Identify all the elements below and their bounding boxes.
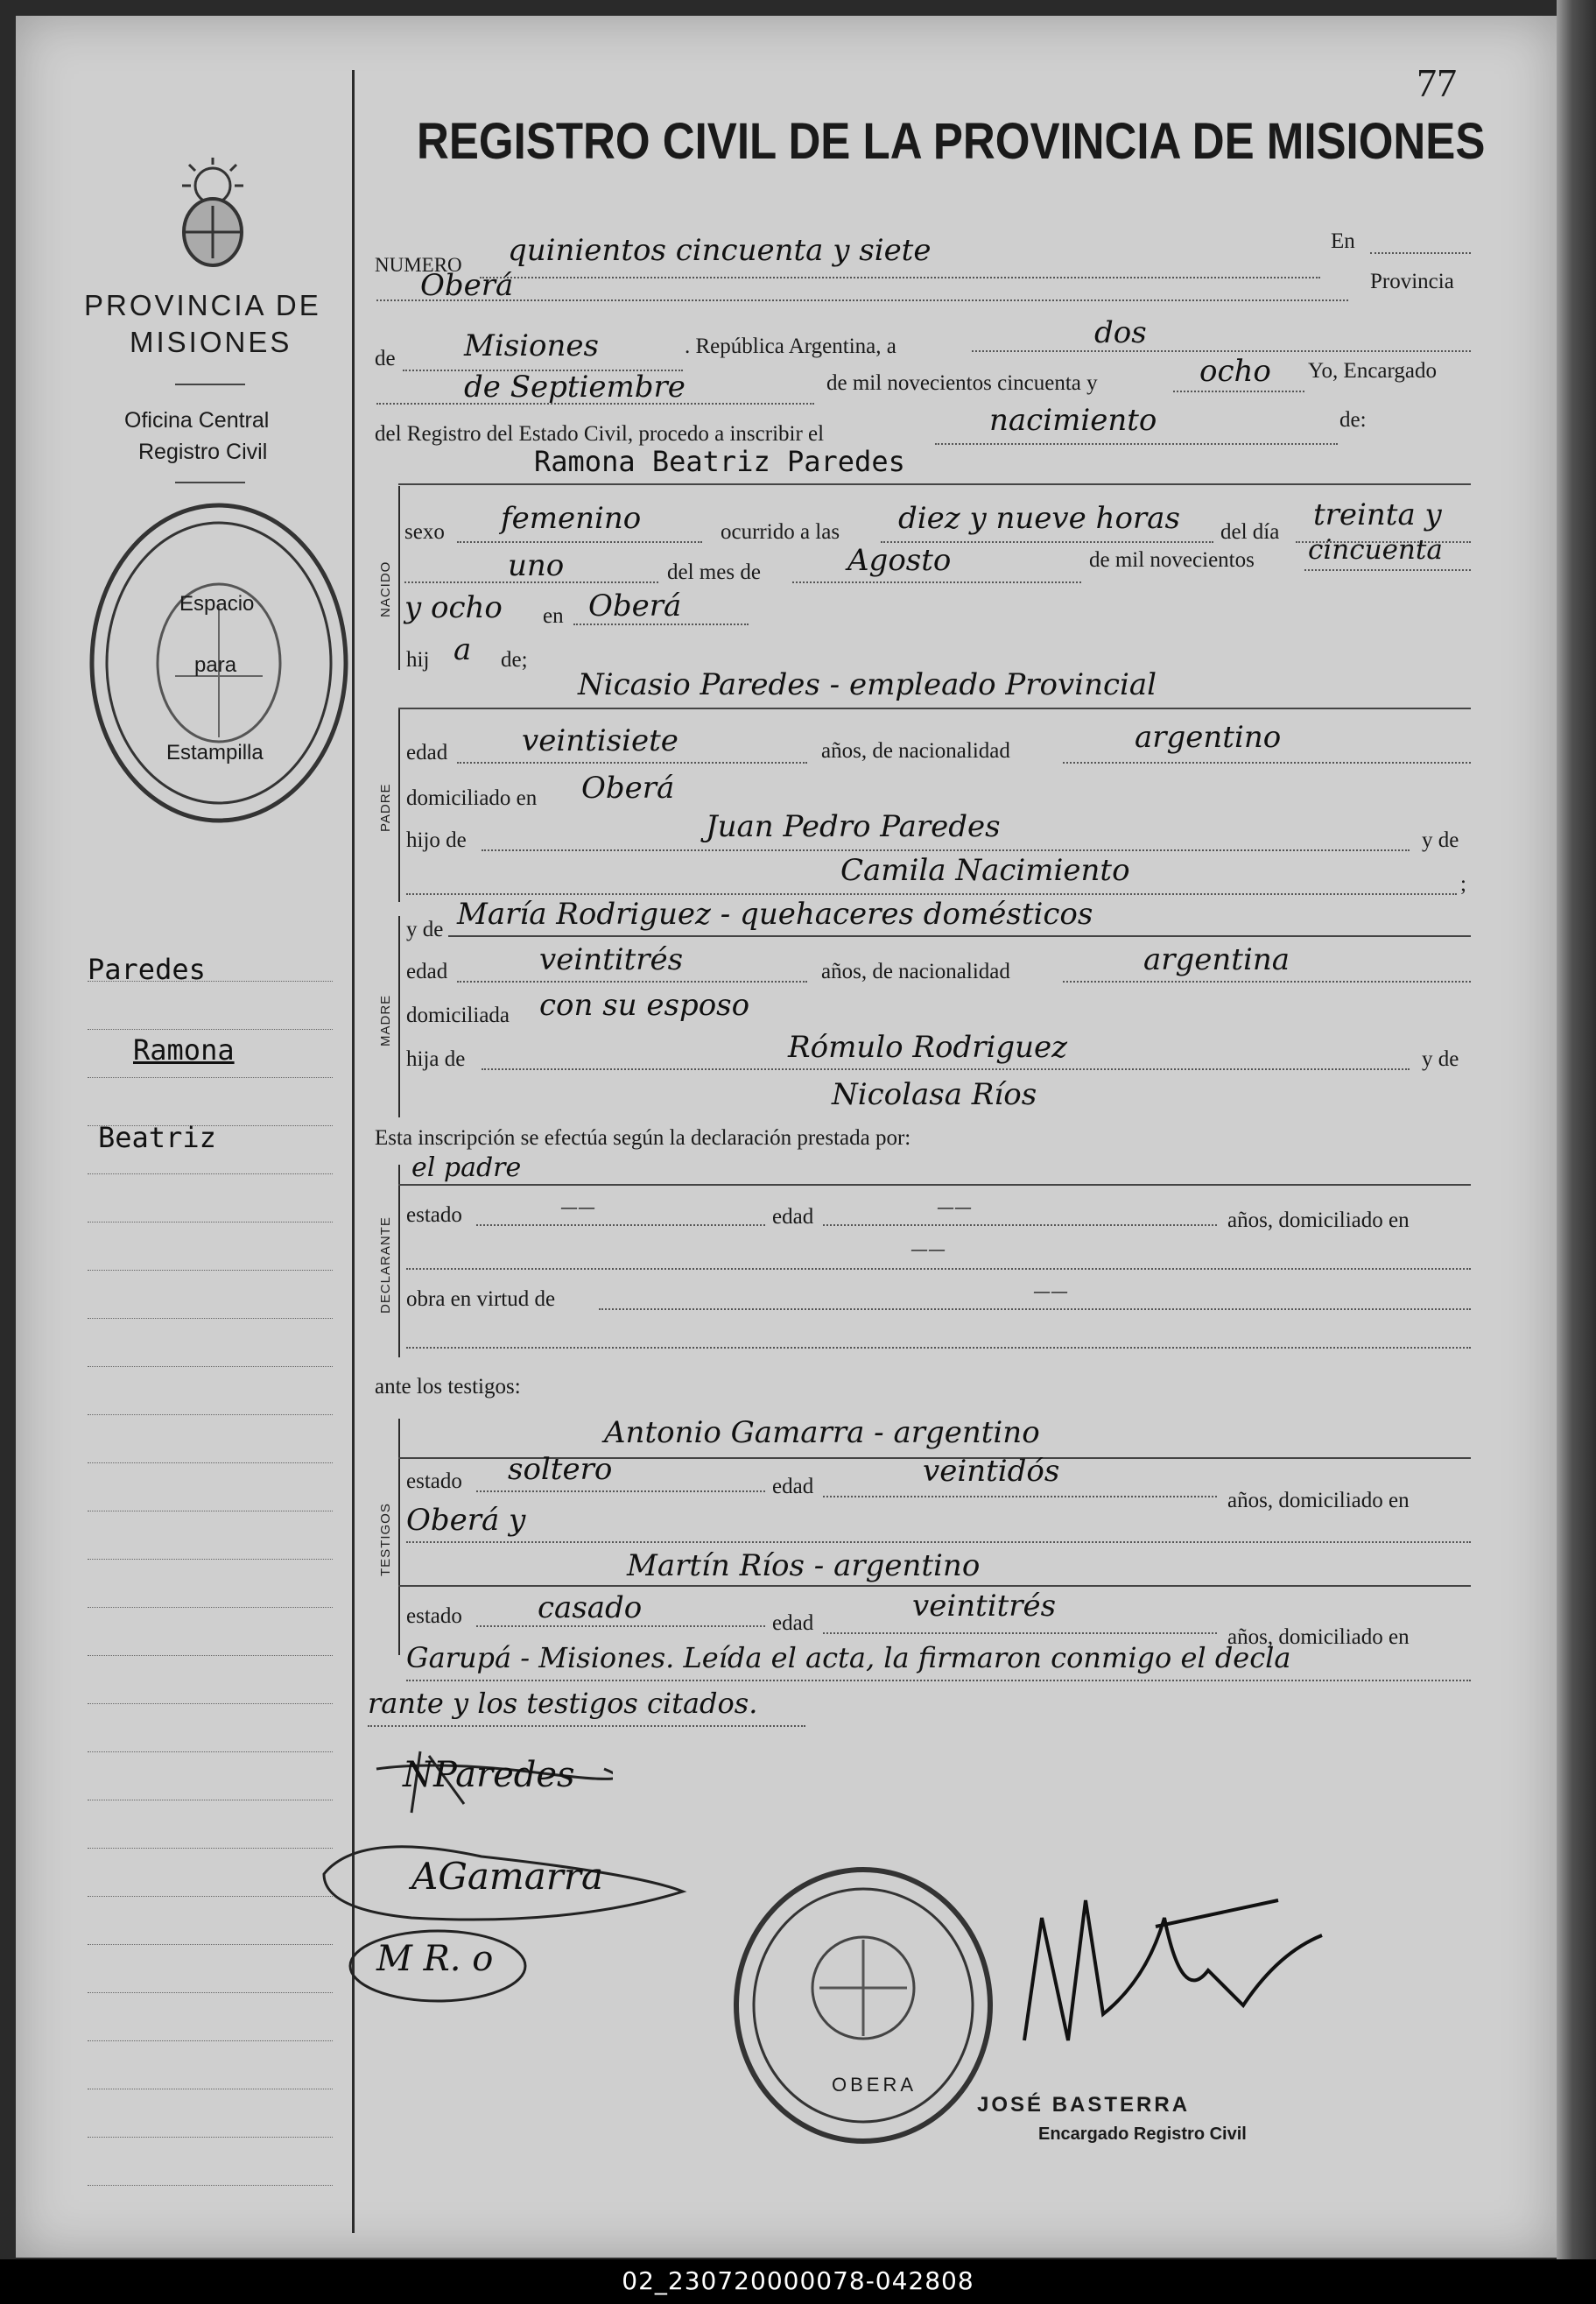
fill-line	[573, 624, 749, 625]
label-y-de-padre: y de	[1422, 828, 1459, 852]
value-anio-registro: ocho	[1199, 354, 1271, 389]
stamp-space-line3: Estampilla	[166, 741, 264, 764]
fill-line	[1063, 981, 1471, 983]
label-domiciliada: domiciliada	[406, 1004, 510, 1027]
label-sexo: sexo	[404, 520, 445, 544]
value-decl-dom: ——	[910, 1238, 946, 1259]
label-hija-de: hija de	[406, 1047, 466, 1071]
value-testigo1-dom: Oberá y	[406, 1503, 526, 1538]
fill-line	[823, 1224, 1217, 1226]
label-edad-padre: edad	[406, 741, 448, 764]
signature-2: AGamarra	[411, 1855, 603, 1898]
value-padre-dom: Oberá	[581, 771, 675, 806]
margin-rule	[88, 1366, 333, 1367]
section-bracket	[398, 1165, 400, 1357]
margin-rule	[88, 1462, 333, 1463]
section-bracket	[398, 916, 400, 1117]
value-en: Oberá	[420, 268, 514, 303]
fill-line	[480, 277, 1320, 278]
page-title: REGISTRO CIVIL DE LA PROVINCIA DE MISIONES	[417, 113, 1486, 170]
value-dia-registro: dos	[1094, 315, 1147, 350]
margin-rule	[88, 1559, 333, 1560]
fill-line	[476, 1224, 765, 1226]
value-sexo: femenino	[501, 501, 642, 536]
fill-line	[972, 350, 1471, 352]
label-estado-decl: estado	[406, 1203, 462, 1227]
fill-line	[368, 1725, 805, 1727]
label-anios-nac-padre: años, de nacionalidad	[821, 739, 1010, 763]
fill-line	[823, 1632, 1217, 1634]
value-madre-edad: veintitrés	[539, 942, 684, 977]
margin-name1: Ramona	[133, 1033, 235, 1067]
margin-surname: Paredes	[88, 953, 206, 986]
value-hij-suffix: a	[453, 632, 472, 667]
label-hijo-de: hijo de	[406, 828, 467, 852]
fill-line	[482, 1068, 1410, 1070]
fill-line	[406, 893, 1457, 895]
section-bracket	[398, 709, 400, 902]
value-decl-edad: ——	[937, 1196, 972, 1217]
margin-rule	[88, 1607, 333, 1608]
margin-rule	[88, 2137, 333, 2138]
page-number: 77	[1417, 60, 1457, 105]
label-de: de	[375, 347, 396, 370]
value-dia-nac-1: treinta y	[1313, 497, 1442, 532]
section-madre: MADRE	[378, 994, 393, 1046]
label-obra: obra en virtud de	[406, 1287, 556, 1311]
label-del-mes: del mes de	[667, 560, 761, 584]
margin-rule	[88, 1992, 333, 1993]
label-y-de-madre: y de	[406, 918, 444, 941]
value-madre-nac: argentina	[1143, 942, 1290, 977]
value-testigo1-edad: veintidós	[923, 1454, 1060, 1489]
fill-line	[823, 1496, 1217, 1497]
value-closing: rante y los testigos citados.	[368, 1687, 758, 1720]
label-estado-t1: estado	[406, 1469, 462, 1493]
value-padre-nac: argentino	[1135, 720, 1282, 755]
province-line2: MISIONES	[130, 326, 292, 358]
margin-rule	[88, 1270, 333, 1271]
margin-rule	[88, 2185, 333, 2186]
margin-name2: Beatriz	[98, 1121, 216, 1154]
name-line	[448, 935, 1471, 937]
signature-3: M R. o	[376, 1939, 494, 1979]
section-padre: PADRE	[378, 783, 393, 832]
fill-line	[1304, 569, 1471, 571]
margin-rule	[88, 1655, 333, 1656]
margin-rule	[88, 2040, 333, 2041]
section-testigos: TESTIGOS	[378, 1503, 393, 1576]
margin-rule	[88, 1944, 333, 1945]
value-mes-registro: de Septiembre	[464, 370, 686, 405]
fill-line	[406, 1680, 1471, 1681]
margin-rule	[88, 1414, 333, 1415]
officer-title: Encargado Registro Civil	[1038, 2124, 1247, 2144]
label-edad-madre: edad	[406, 960, 448, 983]
value-testigo2: Martín Ríos - argentino	[627, 1548, 981, 1583]
value-acto: nacimiento	[989, 403, 1157, 438]
label-edad-t1: edad	[772, 1475, 814, 1498]
value-madre-padre: Rómulo Rodriguez	[788, 1030, 1068, 1065]
value-anio-nac-1: cincuenta	[1308, 534, 1443, 566]
office-line2: Registro Civil	[138, 440, 268, 464]
label-edad-t2: edad	[772, 1611, 814, 1635]
value-declarante: el padre	[411, 1152, 522, 1183]
value-anio-nac-2: y ocho	[404, 590, 503, 625]
stamp-space-line2: para	[194, 653, 237, 677]
section-bracket	[398, 486, 400, 670]
fill-line	[1370, 252, 1471, 254]
value-provincia: Misiones	[464, 328, 599, 363]
margin-rule	[88, 1173, 333, 1174]
margin-rule	[88, 1077, 333, 1078]
label-del-registro: del Registro del Estado Civil, procedo a inscribir el	[375, 422, 825, 446]
fill-line	[457, 762, 807, 764]
value-padre-padre: Juan Pedro Paredes	[706, 809, 1001, 844]
fill-line	[1063, 762, 1471, 764]
seal-center-text: OBERA	[832, 2074, 918, 2096]
stamp-space-line1: Espacio	[179, 592, 255, 616]
name-line	[398, 1184, 1471, 1186]
value-dia-nac-2: uno	[508, 548, 565, 583]
section-declarante: DECLARANTE	[378, 1216, 393, 1314]
label-en: En	[1331, 229, 1355, 253]
fill-line	[476, 1490, 765, 1492]
value-madre-dom: con su esposo	[539, 988, 750, 1023]
fill-line	[792, 581, 1081, 583]
label-en-lower: en	[543, 604, 564, 628]
fill-line	[457, 981, 807, 983]
margin-rule	[88, 1751, 333, 1752]
value-numero: quinientos cincuenta y siete	[508, 233, 932, 268]
value-padre: Nicasio Paredes - empleado Provincial	[578, 667, 1157, 702]
name-line	[398, 483, 1471, 485]
label-republica: . República Argentina, a	[685, 335, 896, 358]
label-del-dia: del día	[1220, 520, 1280, 544]
label-y-de-madre2: y de	[1422, 1047, 1459, 1071]
value-mes-nac: Agosto	[847, 543, 952, 578]
officer-signature-scribble	[1016, 1865, 1331, 2067]
margin-rule	[88, 1896, 333, 1897]
label-provincia: Provincia	[1370, 270, 1454, 293]
label-numero: NUMERO	[375, 254, 462, 276]
label-domiciliado-padre: domiciliado en	[406, 786, 538, 810]
name-line	[398, 1585, 1471, 1587]
label-ocurrido: ocurrido a las	[721, 520, 840, 544]
label-yo-encargado: Yo, Encargado	[1308, 359, 1437, 383]
value-hora: diez y nueve horas	[898, 501, 1180, 536]
fill-line	[599, 1308, 1471, 1310]
fill-line	[457, 541, 702, 543]
value-testigo1: Antonio Gamarra - argentino	[604, 1415, 1040, 1450]
fill-line	[376, 299, 1348, 301]
value-testigo2-edad: veintitrés	[912, 1589, 1057, 1624]
margin-rule	[88, 1029, 333, 1030]
margin-rule	[88, 1318, 333, 1319]
divider	[175, 482, 245, 483]
officer-name: JOSÉ BASTERRA	[977, 2093, 1191, 2117]
value-decl-obra: ——	[1033, 1280, 1068, 1301]
value-testigo2-dom: Garupá - Misiones. Leída el acta, la firmaron conmigo el decla	[406, 1641, 1291, 1674]
footer-id: 02_230720000078-042808	[622, 2266, 974, 2295]
fill-line	[406, 1268, 1471, 1270]
fill-line	[935, 443, 1338, 445]
section-nacido: NACIDO	[378, 560, 393, 617]
label-de-semi: de;	[501, 648, 528, 672]
value-madre: María Rodriguez - quehaceres domésticos	[457, 897, 1093, 932]
registry-seal-right	[732, 1865, 995, 2145]
fill-line	[406, 1541, 1471, 1543]
value-nombre: Ramona Beatriz Paredes	[534, 445, 905, 478]
margin-rule	[88, 1703, 333, 1704]
label-declaracion: Esta inscripción se efectúa según la declaración prestada por:	[375, 1126, 911, 1150]
label-anios-dom-decl: años, domiciliado en	[1227, 1208, 1410, 1232]
signature-1: NParedes	[403, 1755, 575, 1795]
value-padre-edad: veintisiete	[522, 723, 678, 758]
label-hij: hij	[406, 648, 430, 672]
divider	[175, 384, 245, 385]
semicolon: ;	[1460, 872, 1466, 896]
book-spine	[1557, 0, 1596, 2304]
label-de-mil-nov: de mil novecientos	[1089, 548, 1255, 572]
value-lugar-nac: Oberá	[588, 588, 682, 624]
label-estado-t2: estado	[406, 1604, 462, 1628]
label-anios-dom-t2: años, domiciliado en	[1227, 1625, 1410, 1649]
label-de-colon: de:	[1339, 408, 1367, 432]
label-anios-nac-madre: años, de nacionalidad	[821, 960, 1010, 983]
fill-line	[482, 849, 1410, 851]
value-madre-madre: Nicolasa Ríos	[832, 1077, 1037, 1112]
name-line	[398, 708, 1471, 709]
section-bracket	[398, 1419, 400, 1655]
margin-rule	[88, 1848, 333, 1849]
value-padre-madre: Camila Nacimiento	[840, 853, 1130, 888]
fill-line	[1173, 391, 1304, 392]
label-ante: ante los testigos:	[375, 1375, 521, 1399]
value-testigo1-estado: soltero	[508, 1452, 613, 1487]
label-anios-dom-t1: años, domiciliado en	[1227, 1489, 1410, 1512]
province-line1: PROVINCIA DE	[84, 289, 321, 321]
label-edad-decl: edad	[772, 1205, 814, 1229]
value-testigo2-estado: casado	[538, 1590, 643, 1625]
value-decl-estado: ——	[560, 1196, 595, 1217]
label-de-mil: de mil novecientos cincuenta y	[826, 371, 1098, 395]
coat-of-arms-icon	[173, 158, 252, 271]
fill-line	[476, 1625, 765, 1627]
office-line1: Oficina Central	[124, 408, 270, 433]
fill-line	[406, 1347, 1471, 1349]
